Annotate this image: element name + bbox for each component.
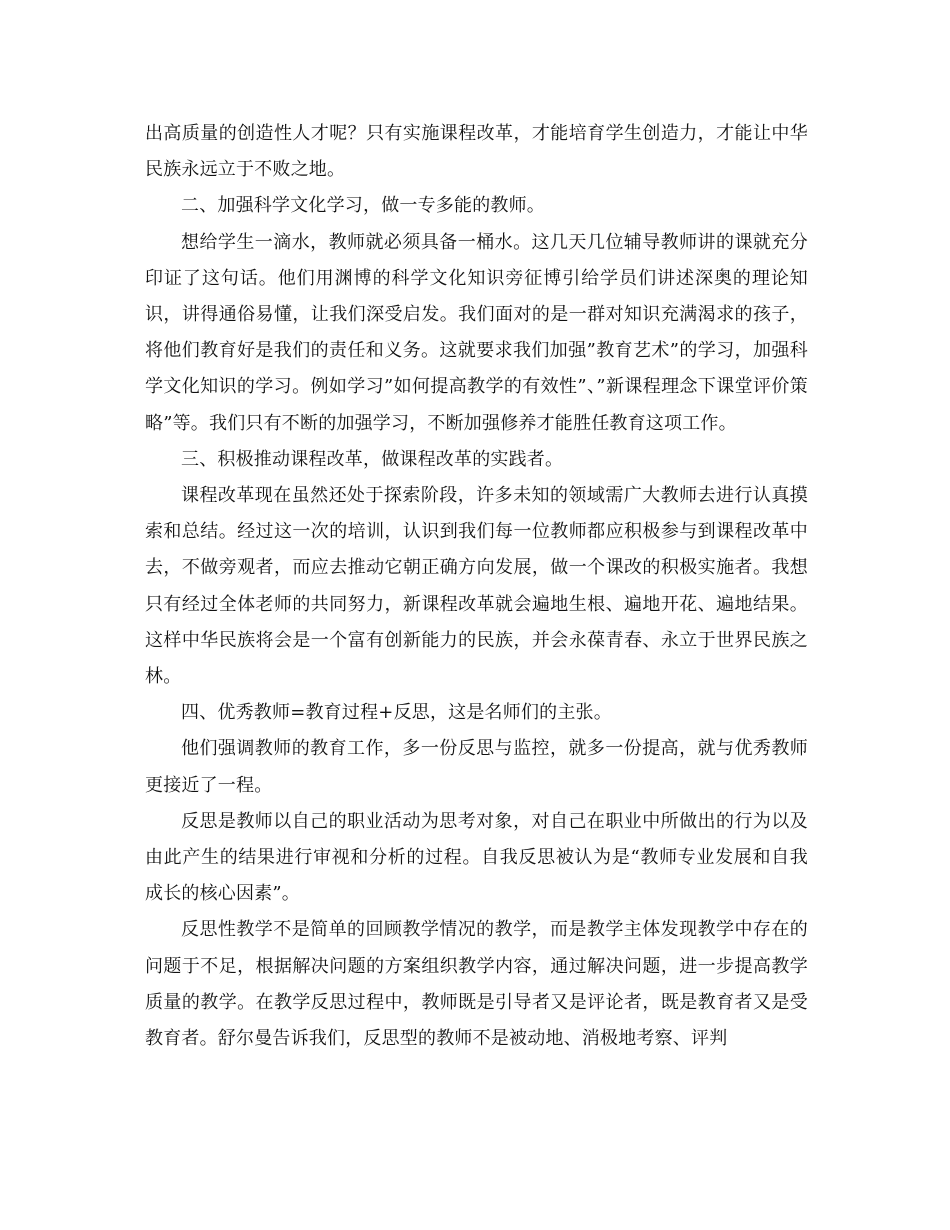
section-heading-2: 二、加强科学文化学习，做一专多能的教师。 (181, 195, 545, 217)
paragraph: 想给学生一滴水，教师就必须具备一桶水。这几天几位辅导教师讲的课就充分印证了这句话。他们用渊博的科学文化知识旁征博引给学员们讲述深奥的理论知识，讲得通俗易懂，让我们深受启发。我们面对的是一群对知识充满渴求的孩子，将他们教育好是我们的责任和义务。这就要求我们加强”教育艺术”的学习，加强科学文化知识的学习。例如学习”如何提高教学的有效性”、”新课程理念下课堂评价策略”等。我们只有不断的加强学习，不断加强修养才能胜任教育这项工作。 (145, 231, 808, 434)
paragraph-continuation: 出高质量的创造性人才呢？只有实施课程改革，才能培育学生创造力，才能让中华民族永远立于不败之地。 (145, 123, 808, 181)
paragraph: 课程改革现在虽然还处于探索阶段，许多未知的领域需广大教师去进行认真摸索和总结。经过这一次的培训，认识到我们每一位教师都应积极参与到课程改革中去，不做旁观者，而应去推动它朝正确方向发展，做一个课改的积极实施者。我想只有经过全体老师的共同努力，新课程改革就会遍地生根、遍地开花、遍地结果。这样中华民族将会是一个富有创新能力的民族，并会永葆青春、永立于世界民族之林。 (145, 485, 808, 688)
section-heading-3: 三、积极推动课程改革，做课程改革的实践者。 (181, 448, 564, 470)
paragraph: 他们强调教师的教育工作，多一份反思与监控，就多一份提高，就与优秀教师更接近了一程。 (145, 738, 808, 796)
section-heading-4: 四、优秀教师=教育过程+反思，这是名师们的主张。 (181, 702, 612, 724)
paragraph: 反思性教学不是简单的回顾教学情况的教学，而是教学主体发现教学中存在的问题于不足，根据解决问题的方案组织教学内容，通过解决问题，进一步提高教学质量的教学。在教学反思过程中，教师既是引导者又是评论者，既是教育者又是受教育者。舒尔曼告诉我们，反思型的教师不是被动地、消极地考察、评判 (145, 919, 808, 1050)
document-page (145, 116, 808, 1057)
paragraph: 反思是教师以自己的职业活动为思考对象，对自己在职业中所做出的行为以及由此产生的结果进行审视和分析的过程。自我反思被认为是“教师专业发展和自我成长的核心因素”。 (145, 810, 808, 905)
